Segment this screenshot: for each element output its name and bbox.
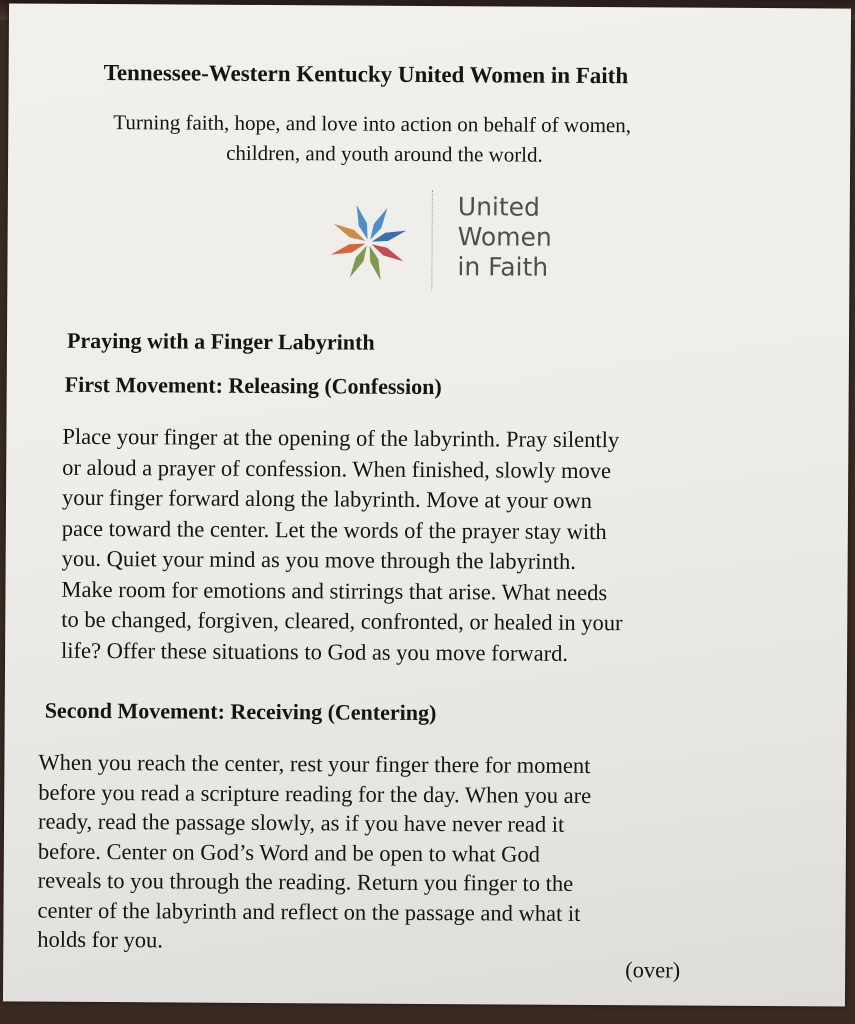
eight-point-star-logo-icon [325,199,412,286]
first-movement-paragraph [61,422,624,669]
second-movement-heading: Second Movement: Receiving (Centering) [44,697,437,726]
mission-statement-line-1: Turning faith, hope, and love into action on behalf of women, [113,110,632,138]
section-title: Praying with a Finger Labyrinth [66,327,375,355]
logo-wordmark-line: United [457,192,541,222]
paragraph-line: When you reach the center, rest your finger there for moment [38,749,591,779]
paragraph-line: Make room for emotions and stirrings that arise. What needs [61,576,608,605]
paragraph-line: your finger forward along the labyrinth. Move at your own [61,484,592,514]
logo-divider [431,190,433,290]
organization-title: Tennessee-Western Kentucky United Women in Faith [103,60,629,89]
second-movement-paragraph [37,748,591,958]
logo-wordmark-line: in Faith [457,252,549,282]
logo-wordmark [457,192,552,283]
paragraph-line: pace toward the center. Let the words of the prayer stay with [61,515,607,544]
paragraph-line: you. Quiet your mind as you move through the labyrinth. [61,545,577,574]
logo-wordmark-line: Women [457,222,552,252]
first-movement-heading: First Movement: Releasing (Confession) [64,371,442,400]
paragraph-line: to be changed, forgiven, cleared, confronted, or healed in your [61,606,623,636]
paragraph-line: before. Center on God’s Word and be open to what God [37,838,540,867]
paragraph-line: holds for you. [37,926,164,953]
paragraph-line: reveals to you through the reading. Return you finger to the [37,867,574,896]
paragraph-line: life? Offer these situations to God as you move forward. [61,637,569,666]
logo-petals [329,203,407,281]
paragraph-line: ready, read the passage slowly, as if you have never read it [37,808,565,837]
paragraph-line: Place your finger at the opening of the labyrinth. Pray silently [62,423,620,453]
paragraph-line: center of the labyrinth and reflect on the passage and what it [37,897,581,926]
paragraph-line: before you read a scripture reading for the day. When you are [38,779,592,808]
flyer-page [3,3,851,1006]
page-turn-note: (over) [625,957,681,983]
mission-statement-line-2: children, and youth around the world. [226,140,543,167]
paragraph-line: or aloud a prayer of confession. When finished, slowly move [62,454,612,483]
